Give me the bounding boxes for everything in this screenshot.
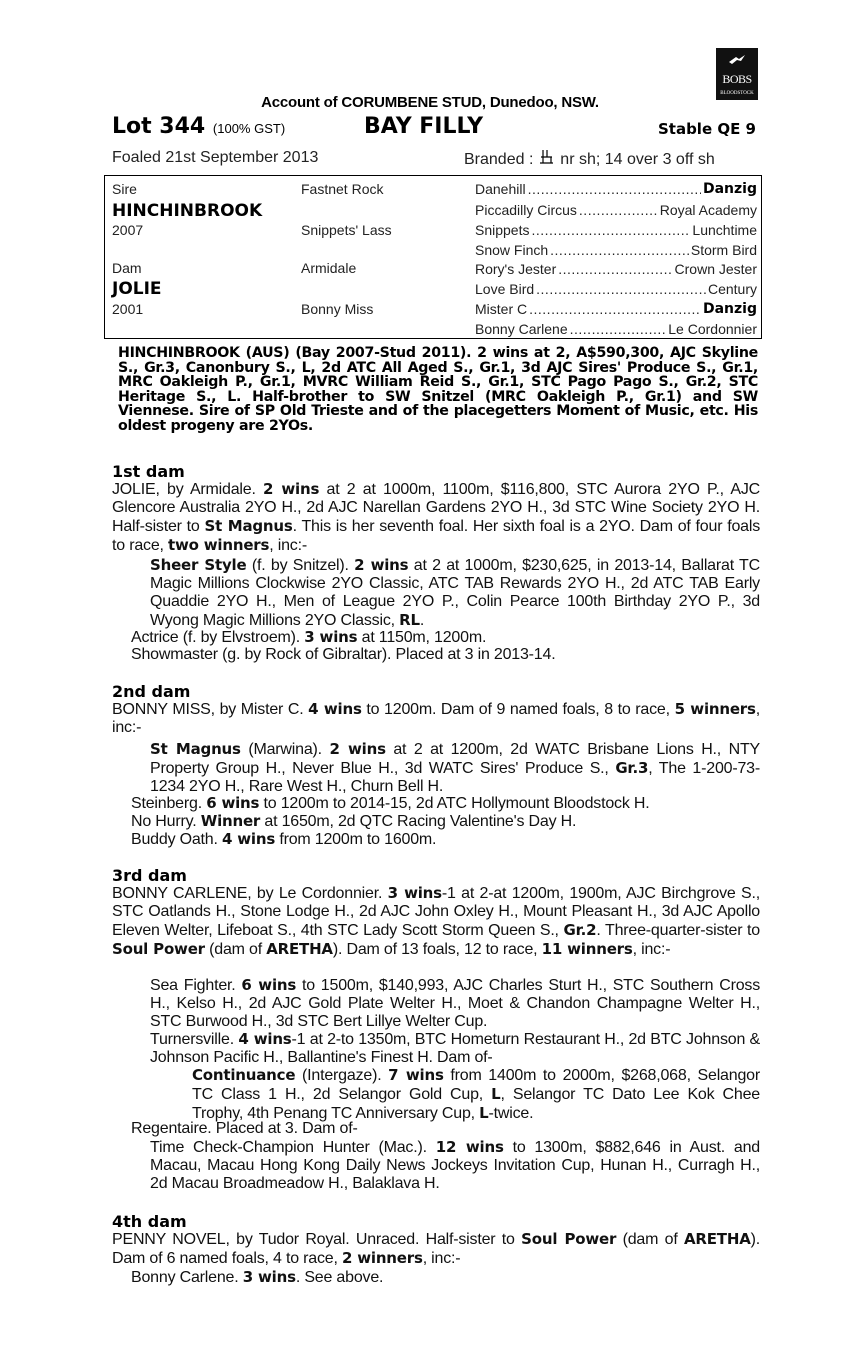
bold-segment: 4 wins <box>238 1030 292 1048</box>
dam-name: JOLIE <box>112 279 162 299</box>
text-segment: (dam of <box>616 1231 684 1248</box>
bold-segment: 2 wins <box>354 556 409 574</box>
text-segment: BONNY CARLENE, by Le Cordonnier. <box>112 885 388 902</box>
text-segment: (f. by Snitzel). <box>246 557 355 574</box>
page-title: BAY FILLY <box>364 114 484 139</box>
lot-number: Lot 344 (100% GST) <box>112 114 286 139</box>
first-dam-para <box>112 480 760 555</box>
logo-text: BOBS <box>722 72 752 86</box>
text-segment: -1 at 2-at 1200m, 1900m, AJC Birchgrove S., STC Oatlands H., Stone Lodge H., 2d AJC John Oxley H., Mount Pleasant H., 3d AJC Apollo Eleven Welter, Lifeboat S., 4th STC Lady Scott Storm Queen S., <box>112 885 760 939</box>
ancestor-name: Love Bird <box>475 281 535 297</box>
dam-label: Dam <box>112 260 142 276</box>
text-segment: Sea Fighter. <box>150 977 242 994</box>
text-segment: , inc:- <box>269 537 307 554</box>
text-segment: (Intergaze). <box>295 1067 389 1084</box>
second-dam-heading: 2nd dam <box>112 682 191 701</box>
branded-info: Branded : nr sh; 14 over 3 off sh <box>464 151 715 168</box>
showmaster-line: Showmaster (g. by Rock of Gibraltar). Placed at 3 in 2013-14. <box>131 646 556 663</box>
text-segment: -twice. <box>488 1105 534 1122</box>
dam-dam: Bonny Miss <box>301 301 374 317</box>
foaled-date: Foaled 21st September 2013 <box>112 149 319 166</box>
ancestor-row <box>475 202 757 218</box>
sheer-style-para <box>150 556 760 630</box>
sire-description: HINCHINBROOK (AUS) (Bay 2007-Stud 2011). 2 wins at 2, A$590,300, AJC Skyline S., Gr.3, Canonbury S., L, 2d ATC All Aged S., Gr.1, 3d AJC Sires' Produce S., Gr.1, MRC Oakleigh P., Gr.1, MVRC William Reid S., Gr.1, STC Pago Pago S., Gr.2, STC Heritage S., L. Half-brother to SW Snitzel (MRC Oakleigh P., Gr.1) and SW Viennese. Sire of SP Old Trieste and of the placegetters Moment of Music, etc. His oldest progeny are 2YOs. <box>118 345 758 434</box>
bold-segment: two winners <box>168 536 270 554</box>
ancestor-row <box>475 261 757 277</box>
text-segment: from 1200m to 1600m. <box>275 831 437 848</box>
bold-segment: RL <box>399 611 420 629</box>
text-segment: to 1300m, $882,646 in Aust. and Macau, Macau Hong Kong Daily News Jockeys Invitation Cup, Hunan H., Curragh H., 2d Macau Broadmeadow H., Balaklava H. <box>150 1139 760 1192</box>
bold-segment: 5 winners <box>674 700 756 718</box>
ancestor-row <box>475 181 757 197</box>
sire-label: Sire <box>112 181 137 197</box>
text-segment: to 1200m to 2014-15, 2d ATC Hollymount Bloodstock H. <box>259 795 650 812</box>
text-segment: at 2 at 1000m, 1100m, $116,800, STC Aurora 2YO P., AJC Glencore Australia 2YO H., 2d AJC Narellan Gardens 2YO H., 3d STC Wine Society 2YO H. Half-sister to <box>112 481 760 535</box>
third-dam-heading: 3rd dam <box>112 866 187 885</box>
text-segment: (Marwina). <box>240 741 330 758</box>
text-segment: Time Check-Champion Hunter (Mac.). <box>150 1139 436 1156</box>
bold-segment: 6 wins <box>241 976 297 994</box>
text-segment: , The 1-200-73-1234 2YO H., Rare West H., Churn Bell H. <box>150 760 760 795</box>
ancestor-name: Bonny Carlene <box>475 321 568 337</box>
text-segment: Steinberg. <box>131 795 207 812</box>
st-magnus-para <box>150 740 760 796</box>
bold-segment: Continuance <box>192 1066 296 1084</box>
bold-segment: 2 winners <box>341 1249 423 1267</box>
bold-segment: L <box>479 1104 489 1122</box>
bonny-carlene-line <box>131 1268 383 1287</box>
sire-year: 2007 <box>112 222 144 238</box>
bold-segment: St Magnus <box>150 740 241 758</box>
text-segment: JOLIE, by Armidale. <box>112 481 264 498</box>
bold-segment: 6 wins <box>206 794 260 812</box>
bold-segment: 3 wins <box>242 1268 296 1286</box>
ancestor-sire: Storm Bird <box>690 242 757 258</box>
ancestor-row <box>475 281 757 297</box>
turnersville-para <box>150 1030 760 1067</box>
text-segment: No Hurry. <box>131 813 201 830</box>
brand-mark-icon <box>538 149 556 165</box>
ancestor-name: Danehill <box>475 181 526 197</box>
bold-segment: Sheer Style <box>150 556 247 574</box>
bold-segment: 2 wins <box>263 480 320 498</box>
third-dam-para <box>112 884 760 959</box>
ancestor-sire: Le Cordonnier <box>668 321 757 337</box>
text-segment: at 1150m, 1200m. <box>357 629 487 646</box>
account-line: Account of CORUMBENE STUD, Dunedoo, NSW. <box>261 94 599 111</box>
text-segment: Actrice (f. by Elvstroem). <box>131 629 305 646</box>
bold-segment: 12 wins <box>435 1138 504 1156</box>
bobs-logo <box>716 48 758 100</box>
dot-leader <box>536 281 706 297</box>
text-segment: Bonny Carlene. <box>131 1269 243 1286</box>
dot-leader <box>531 222 690 238</box>
dot-leader <box>550 242 689 258</box>
first-dam-heading: 1st dam <box>112 462 185 481</box>
ancestor-sire: Century <box>707 281 757 297</box>
sire-sire: Fastnet Rock <box>301 181 384 197</box>
text-segment: ). Dam of 6 named foals, 4 to race, <box>112 1231 760 1267</box>
bold-segment: 4 wins <box>308 700 362 718</box>
bold-segment: 4 wins <box>222 830 276 848</box>
ancestor-row <box>475 242 757 258</box>
bold-segment: Gr.3 <box>615 759 649 777</box>
text-segment: (dam of <box>204 941 267 958</box>
dot-leader <box>529 301 701 317</box>
ancestor-sire: Danzig <box>702 181 757 197</box>
buddy-oath-line <box>131 830 436 849</box>
logo-subtext: BLOODSTOCK <box>720 91 754 96</box>
ancestor-name: Rory's Jester <box>475 261 557 277</box>
text-segment: PENNY NOVEL, by Tudor Royal. Unraced. Half-sister to <box>112 1231 522 1248</box>
bold-segment: L <box>491 1085 501 1103</box>
ancestor-name: Piccadilly Circus <box>475 202 577 218</box>
dot-leader <box>570 321 667 337</box>
text-segment: to 1500m, $140,993, AJC Charles Sturt H., STC Southern Cross H., Kelso H., 2d AJC Gold Plate Welter H., Moet & Chandon Champagne Welter H., STC Burwood H., 3d STC Bert Lillye Welter Cup. <box>150 977 760 1030</box>
bold-segment: Soul Power <box>521 1230 617 1248</box>
text-segment: at 2 at 1200m, 2d WATC Brisbane Lions H., NTY Property Group H., Never Blue H., 3d WATC Sires' Produce S., <box>150 741 760 777</box>
bold-segment: 2 wins <box>329 740 386 758</box>
text-segment: , inc:- <box>422 1250 461 1267</box>
ancestor-row <box>475 321 757 337</box>
sire-name: HINCHINBROOK <box>112 201 263 221</box>
text-segment: to 1200m. Dam of 9 named foals, 8 to race, <box>361 701 675 718</box>
text-segment: BONNY MISS, by Mister C. <box>112 701 309 718</box>
dam-year: 2001 <box>112 301 144 317</box>
gst-note: (100% GST) <box>212 121 286 136</box>
sire-dam: Snippets' Lass <box>301 222 392 238</box>
regentaire-line: Regentaire. Placed at 3. Dam of- <box>131 1120 358 1137</box>
ancestor-name: Snow Finch <box>475 242 549 258</box>
text-segment: Buddy Oath. <box>131 831 222 848</box>
text-segment: ). Dam of 13 foals, 12 to race, <box>332 941 542 958</box>
sea-fighter-para <box>150 976 760 1031</box>
text-segment: . <box>419 612 425 629</box>
lot-row <box>112 114 760 142</box>
continuance-para <box>192 1066 760 1123</box>
dam-sire: Armidale <box>301 260 357 276</box>
ancestor-name: Snippets <box>475 222 530 238</box>
text-segment: , inc:- <box>632 941 671 958</box>
second-dam-para <box>112 700 760 737</box>
bold-segment: ARETHA <box>684 1230 751 1248</box>
ancestor-sire: Crown Jester <box>674 261 757 277</box>
dot-leader <box>528 181 701 197</box>
bold-segment: ARETHA <box>266 940 333 958</box>
no-hurry-line <box>131 812 576 831</box>
pedigree-table <box>104 175 762 339</box>
dot-leader <box>579 202 658 218</box>
bold-segment: St Magnus <box>204 517 293 535</box>
fourth-dam-para <box>112 1230 760 1268</box>
dot-leader <box>558 261 672 277</box>
text-segment: , Selangor TC Dato Lee Kok Chee Trophy, 4th Penang TC Anniversary Cup, <box>192 1086 760 1122</box>
text-segment: -1 at 2-to 1350m, BTC Hometurn Restaurant H., 2d BTC Johnson & Johnson Pacific H., Ballantine's Finest H. Dam of- <box>150 1031 760 1066</box>
steinberg-line <box>131 794 649 813</box>
ancestor-row <box>475 222 757 238</box>
ancestor-sire: Lunchtime <box>692 222 757 238</box>
text-segment: . See above. <box>295 1269 384 1286</box>
text-segment: from 1400m to 2000m, $268,068, Selangor TC Class 1 H., 2d Selangor Gold Cup, <box>192 1067 760 1103</box>
bold-segment: 3 wins <box>387 884 442 902</box>
bold-segment: 11 winners <box>541 940 633 958</box>
fourth-dam-heading: 4th dam <box>112 1212 187 1231</box>
time-check-para <box>150 1138 760 1193</box>
actrice-line <box>131 628 486 647</box>
text-segment: at 1650m, 2d QTC Racing Valentine's Day H. <box>260 813 577 830</box>
bold-segment: Winner <box>200 812 261 830</box>
text-segment: , inc:- <box>112 701 760 736</box>
bold-segment: 3 wins <box>304 628 358 646</box>
ancestor-name: Mister C <box>475 301 528 317</box>
ancestor-sire: Royal Academy <box>659 202 757 218</box>
text-segment: . This is her seventh foal. Her sixth foal is a 2YO. Dam of four foals to race, <box>112 518 760 554</box>
text-segment: at 2 at 1000m, $230,625, in 2013-14, Ballarat TC Magic Millions Clockwise 2YO Classic, ATC TAB Rewards 2YO H., 2d ATC TAB Early Quaddie 2YO H., Men of League 2YO P., Colin Pearce 100th Birthday 2YO P., 3d Wyong Magic Millions 2YO Classic, <box>150 557 760 629</box>
ancestor-sire: Danzig <box>702 301 757 317</box>
ancestor-row <box>475 301 757 317</box>
bold-segment: 7 wins <box>388 1066 444 1084</box>
text-segment: . Three-quarter-sister to <box>596 922 760 939</box>
bird-icon <box>728 54 746 66</box>
stable-number: Stable QE 9 <box>657 120 756 138</box>
text-segment: Turnersville. <box>150 1031 239 1048</box>
bold-segment: Soul Power <box>112 940 205 958</box>
bold-segment: Gr.2 <box>563 921 597 939</box>
